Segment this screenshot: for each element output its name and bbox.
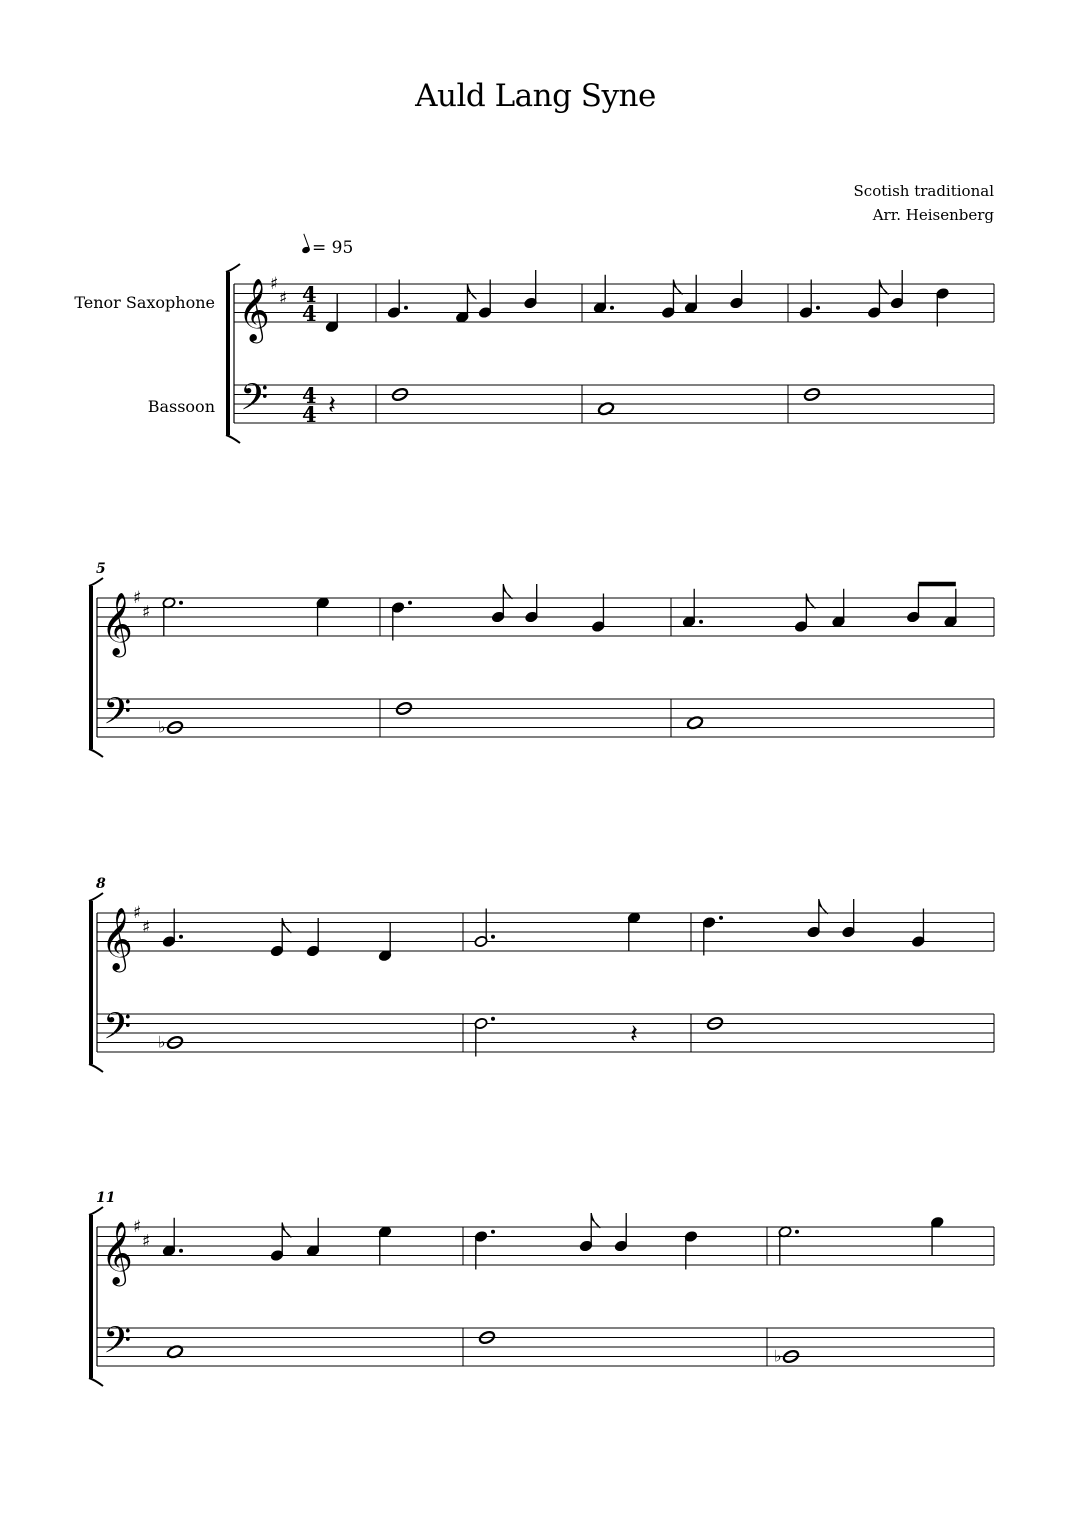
sharp-icon: ♯ <box>142 1231 151 1252</box>
sharp-icon: ♯ <box>133 588 142 608</box>
eighth-flag <box>282 1223 291 1238</box>
dot <box>408 601 412 605</box>
eighth-flag <box>503 584 512 599</box>
instrument-name-sax: Tenor Saxophone <box>74 293 215 312</box>
sharp-icon: ♯ <box>142 917 151 938</box>
eighth-flag <box>282 918 291 933</box>
sharp-icon: ♯ <box>133 1217 142 1237</box>
dot <box>404 306 408 310</box>
dot <box>179 601 183 605</box>
bracket-hook <box>226 264 240 272</box>
score-title: Auld Lang Syne <box>415 78 656 114</box>
sharp-icon: ♯ <box>142 602 151 623</box>
time-signature: 4 <box>302 282 317 307</box>
dot <box>179 1249 183 1253</box>
measure-number: 8 <box>96 876 106 892</box>
bracket-hook <box>89 578 103 586</box>
measure-number: 5 <box>96 561 106 577</box>
dot <box>491 935 495 939</box>
eighth-flag <box>879 280 888 295</box>
eighth-flag <box>806 594 815 609</box>
bracket-hook <box>89 1378 103 1386</box>
treble-clef-icon: 𝄞 <box>238 278 270 341</box>
dot <box>816 306 820 310</box>
sharp-icon: ♯ <box>270 274 279 294</box>
dot <box>491 1017 495 1021</box>
flat-icon: ♭ <box>158 717 166 737</box>
bass-clef-icon: 𝄢 <box>240 376 269 428</box>
treble-clef-icon: 𝄞 <box>101 1221 133 1284</box>
dot <box>719 916 723 920</box>
dot <box>491 1230 495 1234</box>
whole-note <box>166 1344 184 1359</box>
whole-note <box>597 401 615 416</box>
eighth-flag <box>819 899 828 914</box>
bass-clef-icon: 𝄢 <box>103 1005 132 1057</box>
quarter-rest-icon: 𝄽 <box>328 390 336 421</box>
arranger-credit: Arr. Heisenberg <box>872 206 994 224</box>
sharp-icon: ♯ <box>133 903 142 923</box>
dot <box>610 306 614 310</box>
time-signature: 4 <box>302 301 317 326</box>
instrument-name-bassoon: Bassoon <box>147 397 215 416</box>
dot <box>179 935 183 939</box>
dot <box>795 1230 799 1234</box>
treble-clef-icon: 𝄞 <box>101 907 133 970</box>
bracket-hook <box>89 1064 103 1072</box>
flat-icon: ♭ <box>774 1346 782 1366</box>
bracket-hook <box>226 435 240 443</box>
bass-clef-icon: 𝄢 <box>103 690 132 742</box>
eighth-flag <box>673 280 682 295</box>
flat-icon: ♭ <box>158 1032 166 1052</box>
measure-number: 11 <box>96 1190 116 1206</box>
treble-clef-icon: 𝄞 <box>101 592 133 655</box>
bass-clef-icon: 𝄢 <box>103 1319 132 1371</box>
sharp-icon: ♯ <box>279 288 288 309</box>
quarter-rest-icon: 𝄽 <box>630 1019 638 1050</box>
tempo-text: = 95 <box>312 238 354 258</box>
composer-credit: Scotish traditional <box>853 182 994 200</box>
dot <box>699 620 703 624</box>
eighth-flag <box>467 284 476 299</box>
bracket-hook <box>89 749 103 757</box>
time-signature: 4 <box>302 402 317 427</box>
whole-note <box>686 715 704 730</box>
bracket-hook <box>89 1207 103 1215</box>
bracket-hook <box>89 893 103 901</box>
eighth-flag <box>591 1213 600 1228</box>
time-signature: 4 <box>302 383 317 408</box>
